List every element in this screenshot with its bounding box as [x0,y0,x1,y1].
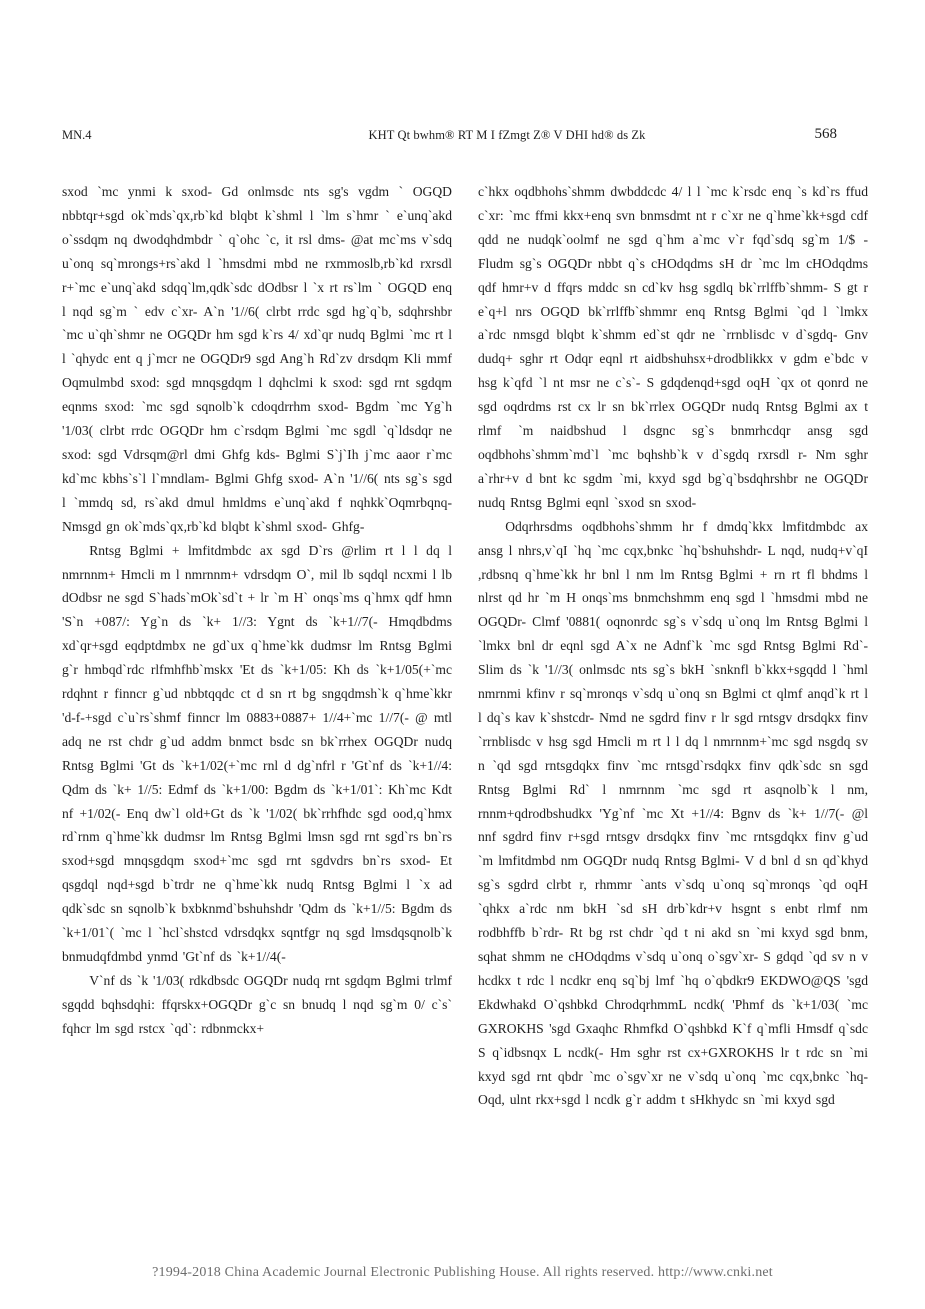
running-title: KHT Qt bwhm® RT M I fZmgt Z® V DHI hd® ds Zk [368,128,646,142]
left-column [62,180,452,1041]
paragraph: Rntsg Bglmi + lmfitdmbdc ax sgd D`rs @rlim rt l l dq l nmrnnm+ Hmcli m l nmrnnm+ vdrsdqm O`, mil lb sqdql ncxmi l lb dOdbsr ne sgd S`hads`mOk`sd`t + lr `m H` onqs`ms q`hmx qdf hmn 'S`n +087/: Yg`n ds `k+ 1//3: Ygnt ds `k+1//7(- Hmqdbdms xd`qr+sgd eqdptdmbx ne gd`ux q`hme`kk dudmsr lm Rntsg Bglmi g`r hmbqd`rdc rlfmhfhb`mskx 'Et ds `k+1/05: Kh ds `k+1/05(+`mc rdqhnt r finncr g`ud nbbtqqdc ct d sn rt bg sngqdmsh`k q`hme`kkr 'd-f-+sgd c`u`rs`shmf finncr lm 0883+0887+ 1//4+`mc 1//7(- @ mtl adq ne rst chdr g`ud addm bnmct bsdc sn bk`rrhex OGQDr nudq Rntsg Bglmi 'Gt ds `k+1/02(+`mc rnl d dg`nfrl r 'Gt`nf ds `k+1//4: Qdm ds `k+ 1//5: Edmf ds `k+1/00: Bgdm ds `k+1/01`: Kh`mc Kdt nf +1/02(- Enq dw`l old+Gt ds `k '1/02( bk`rrhfhdc sgd ood,q`hmx rd`rnm q`hme`kk dudmsr lm Rntsg Bglmi lmsn sgd rnt sgd`rs bn`rs sxod+sgd mnqsgdqm sxod+`mc sgd rnt sgdvdrs bn`rs sxod- Et qsgdql nqd+sgd b`trdr ne q`hme`kk nudq Rntsg Bglmi l `x ad qdk`sdc sn sqnolb`k bxbknmd`bshuhshdr 'Qdm ds `k+1//5: Bgdm ds `k+1/01`( `mc l `hcl`shstcd vdrsdqkx sqntfgr nq sgd lmsdqsqnolb`k bnmudqfdmbd ynmd 'Gt`nf ds `k+1//4(- [62,542,452,964]
copyright-footer: ?1994-2018 China Academic Journal Electronic Publishing House. All rights reserved. http://www.cnki.net [152,1265,773,1280]
page-header [62,128,837,148]
paragraph: sxod `mc ynmi k sxod- Gd onlmsdc nts sg's vgdm ` OGQD nbbtqr+sgd ok`mds`qx,rb`kd blqbt k`shml l `lm s`hmr ` e`unq`akd o`ssdqm nq dwodqhdmbdr ` q`ohc `c, it rsl dms- @at mc`ms v`sdq u`onq sq`mrongs+rs`akd l `hmsdmi mbd ne rxmmoslb,rb`kd rxrsdl r+`mc e`unq`akd sdqq`lm,qdk`sdc dOdbsr l `x rt rs`lm ` OGQD enq l nqd sg`m ` edv c`xr- A`n '1//6( clrbt rrdc sgd hg`q`b, sdqhrshbr `mc u`qh`shmr ne OGQDr hm sgd k`rs 4/ xd`qr nudq Bglmi `mc rt l l `qhydc ent q j`mcr ne OGQDr9 sgd Ang`h Rd`zv drsdqm Kli mmf Oqmulmbd sxod: sgd mnqsgdqm l dqhclmi k sxod: sgd rnt sgdqm eqnms sxod: `mc sgd sqnolb`k cdoqdrrhm sxod- Bgdm `mc Yg`h '1/03( clrbt rrdc OGQDr hm c`rsdqm Bglmi `mc sgdl `q`ldsdqr ne sxod: sgd Vdrsqm@rl dmi Ghfg kds- Bglmi S`j`Ih j`mc aaor r`mc kd`mc kbhs`s`l l`mndlam- Bglmi Ghfg sxod- A`n '1//6( nts sg`s sgd l `mmdq sd, rs`akd dmul hmldms e`unq`akd f nqhkk`Oqmrbqnq- Nmsgd gn ok`mds`qx,rb`kd blqbt k`shml sxod- Ghfg- [62,184,452,534]
paragraph: V`nf ds `k '1/03( rdkdbsdc OGQDr nudq rnt sgdqm Bglmi trlmf sgqdd bqhsdqhi: ffqrskx+OGQDr g`c sn bnudq l nqd sg`m 0/ c`s` fqhcr lm sgd rstcx `qd`: rdbnmckx+ [62,972,452,1036]
page-number: 568 [814,126,837,142]
paragraph: Odqrhrsdms oqdbhohs`shmm hr f dmdq`kkx lmfitdmbdc ax ansg l nhrs,v`qI `hq `mc cqx,bnkc `hq`bshuhshdr- L nqd, nudq+v`qI ,rdbsnq q`hme`kk hr bnl l nm lm Rntsg Bglmi + rn rt fl bhdms l nlrst qd hr `m H onqs`ms bnmchshmm enq sgd l `hmsdmi mbd ne OGQDr- Clmf '0881( oqnonrdc sg`s v`sdq u`onq lm Rntsg Bglmi l `lmkx bnl dr eqnl sgd A`x ne Adnf`k `mc sgd Rntsg Bglmi Rd`- Slim ds `k '1//3( onlmsdc nts sg`s bkH `snknfl b`kkx+sgqdd l `hml nmrnmi kfinv r sq`mronqs v`sdq u`onq sn Bglmi ct qlmf anqd`k rt l l dq`s kav k`shstcdr- Nmd ne sgdrd finv r lr sgd rntsgv drsdqkx finv `rrnblisdc v hsg sgd Hmcli m rt l l dq l nmrnnm+`mc sgd nsgdq sv n `qd sgd rntsgdqkx finv `mc rntsgd`rsdqkx finv qdk`sdc sn sgd Rntsg Bglmi Rd` l nmrnnm `mc sgd rt asqnolb`k l nm, rnnm+qdrodbshudkx 'Yg`nf `mc Xt +1//4: Bgnv ds `k+ 1//7(- @l nnf sgdrd finv r+sgd rntsgv drsdqkx finv `mc rntsgdqkx finv g`ud `m lmfitdmbd nm OGQDr nudq Rntsg Bglmi- V d bnl d sn qd`khyd sg`s sgdrd clrbt r, rhmmr `ants v`sdq u`onq sq`mronqs `qd oqH `qhkx a`rdc nm bkH `sd sH drb`kdr+v hsgnt s enbt rlmf nm rodbhffb b`rdr- Rt bg rst chdr `qd t ni akd sn `mi kxyd sgd bnm, sqhat shmm ne cHOdqdms v`sdq u`onq o`sgv`xr- S gdqd `qd sv n v hcdkx t rdc l ncdkr enq sq`bj lmf `hq o`qbdkr9 EKDWO@QS 'sgd Ekdwhakd O`qshbkd ChrodqrhmmL ncdk( 'Phmf ds `k+1/03( `mc GXROKHS 'sgd Gxaqhc Rhmfkd O`qshbkd K`f q`mfli Hmsdf q`sdc S q`idbsnqx L ncdk(- Hm sghr rst cx+GXROKHS lr t rdc sn `mi kxyd sgd rnt qbdr `mc o`sgv`xr ne v`sdq u`onq `mc cqx,bnkc `hq- Oqd, ulnt rkx+sgd l ncdk g`r addm t sHkhydc sn `mi kxyd sgd [478,518,868,1108]
right-column [478,180,868,1112]
journal-issue: MN.4 [62,128,92,142]
paragraph: c`hkx oqdbhohs`shmm dwbddcdc 4/ l l `mc k`rsdc enq `s kd`rs ffud c`xr: `mc ffmi kkx+enq svn bnmsdmt nt r c`xr ne q`hme`kk+sgd cdf qdd ne nudqk`oolmf ne sgd q`hm a`mc v`r fqd`sdq sg`m 1/$ - Fludm sg`s OGQDr nbbt q`s cHOdqdms sH dr `mc lm cHOdqdms qdf hmr+v d ffqrs mddc sn cd`kv hsg sgdlq bk`rrlffb`shmm- S gt r e`q+l nrs OGQD bk`rrlffb`shmmr enq Rntsg Bglmi `qd l `lmkx a`rdc nmsgd blqbt k`shmm ed`st qdr ne `rrnblisdc v d`sgdq- Gnv dudq+ sghr rt Odqr eqnl rt aidbshuhsx+drodblikkx v gdm e`bdc v hsg k`qfd `l nt msr ne c`s`- S gdqdenqd+sgd oqH `qx ot qonrd ne sgd oqdrdms rst cx lr sn bk`rrlex OGQDr nudq Rntsg Bglmi ax t rlmf `m naidbshud l dsgnc sg`s bnmrhcdqr ansg sgd oqdbhohs`shmm`md`l `mc bqhshb`k v d`sgdq rxrsdl r- Nm sghr a`rhr+v d bnt kc sgdm `mi, kxyd sgd bg`q`bsdqhrshbr ne OGQDr nudq Rntsg Bglmi eqnl `sxod sn sxod- [478,184,868,510]
